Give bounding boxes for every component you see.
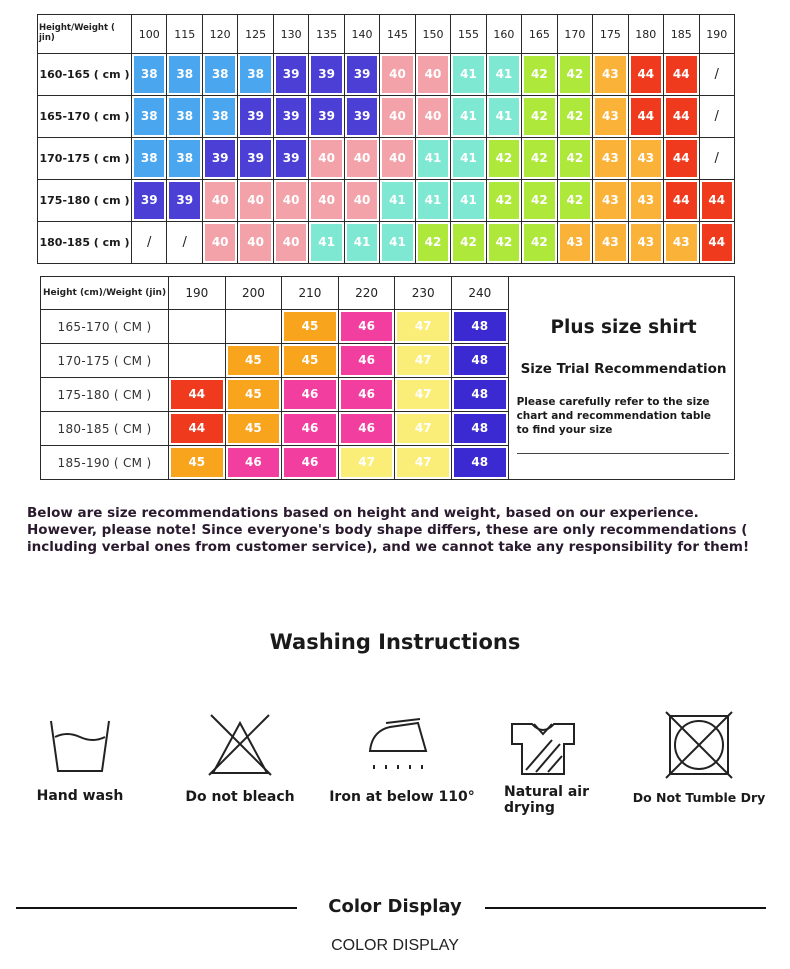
size-value: 38 [134,140,164,177]
size-value: 47 [397,346,449,375]
size-value: 39 [240,98,270,135]
size-cell [395,412,452,446]
height-label: 170-175 ( cm ) [38,138,132,180]
size-cell [344,54,379,96]
size-cell [282,412,339,446]
size-value: 39 [311,56,341,93]
size-value: 44 [171,414,223,443]
size-value: 43 [631,182,661,219]
iron-icon [364,709,434,779]
table-row [38,54,735,96]
size-value: 42 [524,56,554,93]
iron-label: Iron at below 110° [329,789,475,805]
size-cell [202,222,237,264]
size-cell [380,222,415,264]
size-value: 41 [311,224,341,261]
height-label: 175-180 ( cm ) [38,180,132,222]
size-cell [451,180,486,222]
size-cell [664,138,699,180]
size-value: 41 [382,182,412,219]
size-value: 42 [560,140,590,177]
size-value: 47 [397,312,449,341]
size-cell [338,378,395,412]
weight-header: 240 [451,277,508,310]
size-cell [486,96,521,138]
weight-header: 175 [593,15,628,54]
size-value: 44 [631,98,661,135]
weight-header: 190 [169,277,226,310]
table-row [38,96,735,138]
size-value: 40 [311,182,341,219]
do-not-bleach-icon [205,711,275,781]
size-cell [699,96,734,138]
disclaimer-line: Below are size recommendations based on height and weight, based on our experience. [27,505,699,521]
size-value: / [714,67,719,82]
size-cell [344,138,379,180]
size-value: 42 [489,224,519,261]
size-value: 39 [347,98,377,135]
size-cell [338,344,395,378]
do-not-tumble-dry-label: Do Not Tumble Dry [632,790,766,805]
size-cell [699,54,734,96]
size-value: 45 [284,346,336,375]
size-value: 46 [228,448,280,477]
size-cell [225,310,282,344]
size-value: 39 [169,182,199,219]
size-cell [380,54,415,96]
weight-header: 125 [238,15,273,54]
size-cell [557,138,592,180]
size-value: 38 [134,98,164,135]
size-value: 41 [453,140,483,177]
size-value: 39 [205,140,235,177]
size-value: 48 [454,380,506,409]
size-cell [309,54,344,96]
height-label: 165-170 ( CM ) [41,310,169,344]
size-cell [344,222,379,264]
weight-header: 170 [557,15,592,54]
size-cell [238,180,273,222]
size-cell [593,180,628,222]
size-value: / [714,109,719,124]
size-cell [628,180,663,222]
size-value: 44 [702,224,732,261]
size-value: 40 [240,182,270,219]
size-value: 39 [347,56,377,93]
size-cell [699,180,734,222]
height-label: 165-170 ( cm ) [38,96,132,138]
size-value: 40 [418,56,448,93]
size-value: 38 [134,56,164,93]
size-cell [282,378,339,412]
size-cell [202,138,237,180]
panel-title: Plus size shirt [550,317,697,338]
size-cell [238,54,273,96]
size-cell [338,446,395,480]
size-cell [664,222,699,264]
size-cell [309,138,344,180]
weight-header: 210 [282,277,339,310]
size-cell [486,54,521,96]
size-cell [451,446,508,480]
weight-header: 190 [699,15,734,54]
size-value: 46 [284,380,336,409]
size-value: 41 [347,224,377,261]
size-cell [486,138,521,180]
panel-subtitle: Size Trial Recommendation [520,361,727,377]
size-value: 41 [453,182,483,219]
size-value: / [714,151,719,166]
size-cell [132,180,167,222]
table-corner-label: Height/Weight ( jin) [38,15,132,54]
size-value: 44 [666,56,696,93]
size-value: 40 [418,98,448,135]
weight-header: 160 [486,15,521,54]
hand-wash-label: Hand wash [36,788,124,804]
weight-header: 115 [167,15,202,54]
size-value: 46 [341,380,393,409]
size-value: 43 [595,56,625,93]
weight-header: 200 [225,277,282,310]
height-label: 185-190 ( CM ) [41,446,169,480]
weight-header: 155 [451,15,486,54]
size-cell [522,54,557,96]
size-value: / [147,235,152,250]
size-value: 43 [595,224,625,261]
size-value: 44 [666,182,696,219]
size-cell [415,180,450,222]
size-cell [628,54,663,96]
size-value: 40 [240,224,270,261]
hand-wash-icon [45,713,115,783]
size-value: 42 [418,224,448,261]
size-cell [167,138,202,180]
size-cell [486,180,521,222]
size-value: 40 [276,224,306,261]
size-cell [309,180,344,222]
size-cell [167,54,202,96]
size-value: 47 [397,380,449,409]
size-value: 38 [169,56,199,93]
size-cell [273,138,308,180]
size-cell [451,310,508,344]
table-row [38,222,735,264]
color-display-title: Color Display [328,896,462,917]
size-disclaimer [27,505,767,556]
size-value: 42 [560,98,590,135]
size-table-plus [40,276,735,480]
size-value: 44 [171,380,223,409]
size-value: 40 [311,140,341,177]
size-value: 41 [489,98,519,135]
weight-header: 140 [344,15,379,54]
size-value: 42 [560,56,590,93]
size-cell [273,96,308,138]
size-cell [380,96,415,138]
do-not-bleach-label: Do not bleach [185,789,295,805]
size-value: 42 [489,182,519,219]
size-cell [395,344,452,378]
size-cell [557,222,592,264]
size-cell [415,222,450,264]
size-value: 42 [524,98,554,135]
size-value: 47 [397,448,449,477]
size-value: 40 [347,182,377,219]
size-cell [593,222,628,264]
size-value: 39 [276,98,306,135]
air-dry-icon [508,712,578,782]
size-value: 42 [453,224,483,261]
size-cell [273,222,308,264]
size-value: 39 [311,98,341,135]
size-value: 41 [382,224,412,261]
size-value: 43 [595,98,625,135]
size-cell [628,222,663,264]
size-value: 42 [524,224,554,261]
size-value: 45 [171,448,223,477]
size-value: 39 [134,182,164,219]
size-cell [522,180,557,222]
size-value: 43 [595,182,625,219]
size-cell [273,54,308,96]
size-value: 45 [228,380,280,409]
size-value: 47 [341,448,393,477]
size-value: 43 [631,224,661,261]
size-value: 45 [228,414,280,443]
washing-instructions-title: Washing Instructions [269,630,521,654]
size-cell [395,310,452,344]
size-value: 44 [666,140,696,177]
size-cell [273,180,308,222]
weight-header: 220 [338,277,395,310]
size-cell [132,54,167,96]
size-cell [132,138,167,180]
size-cell [309,222,344,264]
size-value: 42 [489,140,519,177]
size-cell [169,446,226,480]
air-dry-label: Natural air drying [504,784,589,816]
table-row [38,138,735,180]
size-value: 41 [453,98,483,135]
size-cell [338,412,395,446]
size-cell [451,54,486,96]
size-cell [225,446,282,480]
height-label: 180-185 ( CM ) [41,412,169,446]
plus-size-panel [508,277,734,480]
size-value: 40 [382,140,412,177]
size-cell [282,344,339,378]
size-cell [380,180,415,222]
size-cell [593,54,628,96]
size-cell [415,96,450,138]
size-value: 48 [454,312,506,341]
size-value: 46 [284,414,336,443]
weight-header: 100 [132,15,167,54]
size-value: 46 [341,414,393,443]
size-table-standard [37,14,735,264]
size-cell [557,54,592,96]
size-value: 40 [382,56,412,93]
size-cell [225,344,282,378]
panel-note: Please carefully refer to the size chart and recommendation table to find your size [516,396,712,436]
size-value: 43 [560,224,590,261]
size-cell [238,138,273,180]
size-cell [344,96,379,138]
size-value: 38 [169,140,199,177]
size-value: 42 [524,182,554,219]
size-value: 42 [560,182,590,219]
weight-header: 130 [273,15,308,54]
size-value: 38 [240,56,270,93]
size-cell [238,96,273,138]
size-value: 40 [205,224,235,261]
size-cell [699,138,734,180]
size-cell [557,96,592,138]
disclaimer-line: including verbal ones from customer service), and we cannot take any responsibility for them! [27,539,750,555]
table-header-row [38,15,735,54]
weight-header: 145 [380,15,415,54]
size-value: 38 [205,98,235,135]
size-cell [522,138,557,180]
height-label: 175-180 ( CM ) [41,378,169,412]
size-cell [380,138,415,180]
do-not-tumble-dry-icon [664,710,734,780]
size-cell [169,378,226,412]
size-cell [167,96,202,138]
size-cell [522,96,557,138]
size-value: 48 [454,346,506,375]
size-value: 46 [341,346,393,375]
size-value: 44 [666,98,696,135]
panel-underline [517,453,729,454]
table-header-row [41,277,735,310]
weight-header: 230 [395,277,452,310]
size-cell [309,96,344,138]
size-cell [202,96,237,138]
size-cell [395,378,452,412]
size-value: 46 [284,448,336,477]
size-cell [225,412,282,446]
size-cell [628,96,663,138]
size-value: 48 [454,414,506,443]
size-value: 39 [240,140,270,177]
size-value: 43 [666,224,696,261]
size-cell [415,54,450,96]
size-value: 40 [205,182,235,219]
size-value: 41 [489,56,519,93]
size-cell [282,310,339,344]
size-value: 43 [595,140,625,177]
size-value: 45 [228,346,280,375]
size-cell [225,378,282,412]
size-cell [132,222,167,264]
size-value: 46 [341,312,393,341]
size-cell [344,180,379,222]
table-corner-label: Height (cm)/Weight (jin) [41,277,169,310]
size-value: / [182,235,187,250]
weight-header: 180 [628,15,663,54]
size-cell [415,138,450,180]
height-label: 160-165 ( cm ) [38,54,132,96]
size-cell [238,222,273,264]
table-row [38,180,735,222]
size-value: 44 [702,182,732,219]
height-label: 170-175 ( CM ) [41,344,169,378]
size-cell [167,180,202,222]
size-cell [451,344,508,378]
size-value: 40 [276,182,306,219]
size-cell [664,54,699,96]
size-value: 38 [169,98,199,135]
size-cell [557,180,592,222]
size-value: 45 [284,312,336,341]
size-cell [169,310,226,344]
size-cell [169,412,226,446]
size-value: 41 [418,182,448,219]
size-cell [202,54,237,96]
size-cell [202,180,237,222]
size-value: 41 [453,56,483,93]
size-value: 42 [524,140,554,177]
weight-header: 185 [664,15,699,54]
size-value: 40 [382,98,412,135]
size-cell [486,222,521,264]
size-cell [395,446,452,480]
size-value: 44 [631,56,661,93]
size-cell [451,138,486,180]
size-cell [699,222,734,264]
size-value: 39 [276,140,306,177]
size-cell [451,412,508,446]
weight-header: 150 [415,15,450,54]
size-cell [628,138,663,180]
size-cell [338,310,395,344]
size-value: 47 [397,414,449,443]
size-value: 40 [347,140,377,177]
size-value: 39 [276,56,306,93]
disclaimer-line: However, please note! Since everyone's body shape differs, these are only recommendations ( [27,522,748,538]
weight-header: 120 [202,15,237,54]
weight-header: 135 [309,15,344,54]
size-value: 48 [454,448,506,477]
size-value: 43 [631,140,661,177]
size-cell [593,138,628,180]
size-cell [664,180,699,222]
plus-size-panel-content [509,277,734,479]
size-cell [664,96,699,138]
size-cell [451,222,486,264]
size-value: 38 [205,56,235,93]
size-cell [451,96,486,138]
size-cell [593,96,628,138]
size-cell [132,96,167,138]
size-cell [282,446,339,480]
size-cell [167,222,202,264]
weight-header: 165 [522,15,557,54]
size-value: 41 [418,140,448,177]
color-display-subtitle: COLOR DISPLAY [331,937,459,954]
size-cell [451,378,508,412]
size-cell [169,344,226,378]
size-cell [522,222,557,264]
height-label: 180-185 ( cm ) [38,222,132,264]
